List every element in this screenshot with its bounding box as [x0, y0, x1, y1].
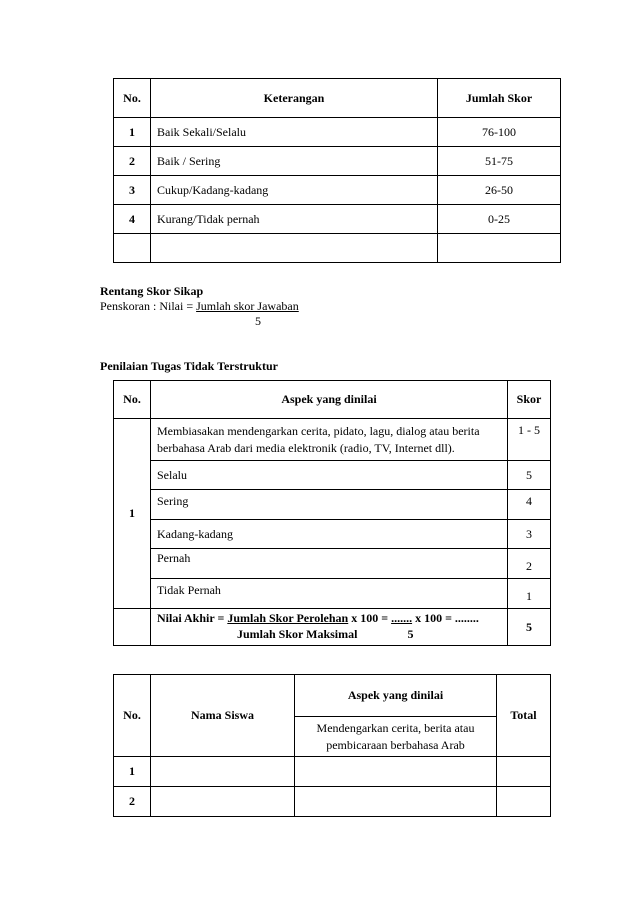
final-denominator: Jumlah Skor Maksimal: [237, 627, 358, 641]
header-no: No.: [114, 675, 151, 757]
row-skor: [438, 234, 561, 263]
row-no: 1: [114, 118, 151, 147]
student-table: [113, 674, 551, 817]
option-score: 5: [508, 461, 551, 490]
row-keterangan: [151, 234, 438, 263]
header-no: No.: [114, 381, 151, 419]
aspek-description: Membiasakan mendengarkan cerita, pidato, lagu, dialog atau berita berbahasa Arab dari media elektronik (radio, TV, Internet dll).: [151, 419, 508, 461]
formula-prefix: Penskoran : Nilai =: [100, 299, 197, 313]
table-row: [114, 419, 551, 461]
table-row: [114, 787, 551, 817]
header-aspek: Aspek yang dinilai: [295, 675, 497, 717]
header-total: Total: [497, 675, 551, 757]
option-score: 1: [508, 579, 551, 609]
assessment-table: [113, 380, 551, 646]
row-keterangan: Baik Sekali/Selalu: [151, 118, 438, 147]
row-nama: [151, 787, 295, 817]
score-range-table: [113, 78, 561, 263]
final-score: 5: [508, 609, 551, 646]
final-numerator: Jumlah Skor Perolehan: [227, 611, 349, 625]
row-no: 3: [114, 176, 151, 205]
row-skor: 76-100: [438, 118, 561, 147]
row-no: 4: [114, 205, 151, 234]
final-denominator-value: 5: [407, 627, 414, 641]
final-label: Nilai Akhir =: [157, 611, 228, 625]
table-header-row: [114, 79, 561, 118]
table-row: [114, 461, 551, 490]
header-jumlah-skor: Jumlah Skor: [438, 79, 561, 118]
option-label: Pernah: [151, 549, 508, 579]
row-no: 1: [114, 419, 151, 609]
header-sub-aspek: Mendengarkan cerita, berita atau pembicaraan berbahasa Arab: [295, 717, 497, 757]
row-no: 2: [114, 147, 151, 176]
table-row: [114, 579, 551, 609]
tugas-heading: Penilaian Tugas Tidak Terstruktur: [100, 359, 278, 373]
row-keterangan: Baik / Sering: [151, 147, 438, 176]
option-label: Selalu: [151, 461, 508, 490]
row-total: [497, 787, 551, 817]
table-row: [114, 757, 551, 787]
final-score-row: [114, 609, 551, 646]
table-row: [114, 118, 561, 147]
header-nama-siswa: Nama Siswa: [151, 675, 295, 757]
option-score: 3: [508, 520, 551, 549]
row-keterangan: Kurang/Tidak pernah: [151, 205, 438, 234]
header-no: No.: [114, 79, 151, 118]
row-keterangan: Cukup/Kadang-kadang: [151, 176, 438, 205]
table-row: [114, 549, 551, 579]
option-label: Sering: [151, 490, 508, 520]
header-skor: Skor: [508, 381, 551, 419]
option-score: 2: [508, 549, 551, 579]
row-aspek: [295, 757, 497, 787]
row-skor: 26-50: [438, 176, 561, 205]
penskoran-formula: [100, 299, 299, 314]
formula-numerator: Jumlah skor Jawaban: [196, 299, 299, 313]
table-row: [114, 490, 551, 520]
option-score: 4: [508, 490, 551, 520]
final-times: x 100 =: [348, 611, 392, 625]
option-label: Tidak Pernah: [151, 579, 508, 609]
row-skor: 0-25: [438, 205, 561, 234]
row-no: [114, 234, 151, 263]
final-rest: x 100 = ........: [412, 611, 479, 625]
table-row-empty: [114, 234, 561, 263]
row-no-empty: [114, 609, 151, 646]
row-no: 2: [114, 787, 151, 817]
row-total: [497, 757, 551, 787]
table-row: [114, 205, 561, 234]
table-row: [114, 147, 561, 176]
final-formula: [151, 609, 508, 646]
header-keterangan: Keterangan: [151, 79, 438, 118]
option-label: Kadang-kadang: [151, 520, 508, 549]
row-aspek: [295, 787, 497, 817]
table-row: [114, 520, 551, 549]
table-row: [114, 176, 561, 205]
header-aspek: Aspek yang dinilai: [151, 381, 508, 419]
final-blank: .......: [391, 611, 413, 625]
rentang-heading: Rentang Skor Sikap: [100, 284, 204, 298]
table-header-row: [114, 381, 551, 419]
aspek-skor-range: 1 - 5: [508, 419, 551, 461]
row-no: 1: [114, 757, 151, 787]
formula-denominator: 5: [255, 314, 261, 328]
row-skor: 51-75: [438, 147, 561, 176]
table-header-row: [114, 675, 551, 717]
row-nama: [151, 757, 295, 787]
